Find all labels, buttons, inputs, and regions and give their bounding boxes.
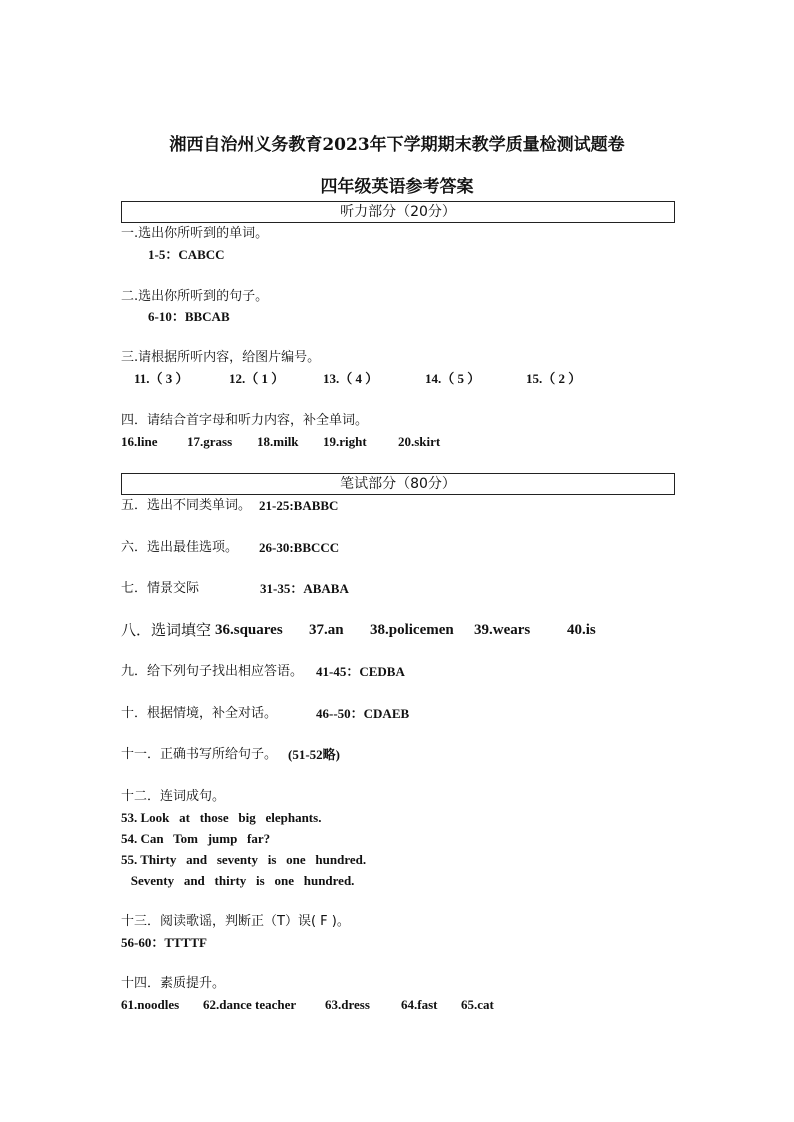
listening-section-header: 听力部分（20分） <box>121 201 675 223</box>
q1-heading: 一.选出你所听到的单词。 <box>121 226 269 241</box>
q11-answer: (51-52略) <box>288 747 340 762</box>
document-subtitle: 四年级英语参考答案 <box>320 177 474 197</box>
q3-item: 12.（ 1 ） <box>229 371 285 386</box>
q4-heading: 四．请结合首字母和听力内容，补全单词。 <box>121 413 369 428</box>
q14-item: 65.cat <box>461 997 494 1012</box>
q5-heading: 五．选出不同类单词。 <box>121 498 252 513</box>
q5-answer: 21-25:BABBC <box>259 498 339 513</box>
q14-item: 61.noodles <box>121 997 180 1012</box>
q8-item: 36.squares <box>215 622 283 638</box>
q11-heading: 十一．正确书写所给句子。 <box>121 747 278 762</box>
q8-item: 37.an <box>309 622 344 638</box>
q8-item: 38.policemen <box>370 622 454 638</box>
q4-item: 18.milk <box>257 434 299 449</box>
q4-item: 19.right <box>323 434 367 449</box>
q12-line: 55. Thirty and seventy is one hundred. <box>121 852 367 867</box>
q2-heading: 二.选出你所听到的句子。 <box>121 289 269 304</box>
q10-answer: 46--50：CDAEB <box>316 706 410 721</box>
q8-item: 40.is <box>567 622 596 638</box>
q3-item: 11.（ 3 ） <box>134 371 189 386</box>
q3-item: 15.（ 2 ） <box>526 371 582 386</box>
q2-answer: 6-10：BBCAB <box>148 309 230 324</box>
q9-heading: 九．给下列句子找出相应答语。 <box>121 664 304 679</box>
q6-heading: 六．选出最佳选项。 <box>121 540 239 555</box>
q9-answer: 41-45：CEDBA <box>316 664 405 679</box>
q4-item: 16.line <box>121 434 158 449</box>
q3-heading: 三.请根据所听内容，给图片编号。 <box>121 350 321 365</box>
q3-item: 14.（ 5 ） <box>425 371 481 386</box>
q8-heading: 八．选词填空 <box>121 621 212 639</box>
q14-item: 64.fast <box>401 997 438 1012</box>
q14-heading: 十四．素质提升。 <box>121 976 226 991</box>
q4-item: 17.grass <box>187 434 233 449</box>
q3-item: 13.（ 4 ） <box>323 371 379 386</box>
q14-item: 62.dance teacher <box>203 997 297 1012</box>
q1-answer: 1-5：CABCC <box>148 247 225 262</box>
q7-answer: 31-35：ABABA <box>260 581 349 596</box>
q12-line: Seventy and thirty is one hundred. <box>121 873 355 888</box>
document-title: 湘西自治州义务教育2023年下学期期末教学质量检测试题卷 <box>169 135 625 155</box>
q12-heading: 十二．连词成句。 <box>121 789 226 804</box>
q10-heading: 十．根据情境，补全对话。 <box>121 706 278 721</box>
q13-answer: 56-60：TTTTF <box>121 935 207 950</box>
writing-section-header: 笔试部分（80分） <box>121 473 675 495</box>
q8-item: 39.wears <box>474 622 531 638</box>
q4-item: 20.skirt <box>398 434 441 449</box>
q14-item: 63.dress <box>325 997 370 1012</box>
q12-line: 53. Look at those big elephants. <box>121 810 322 825</box>
q7-heading: 七．情景交际 <box>121 581 200 596</box>
q13-heading: 十三．阅读歌谣，判断正（T）误( F )。 <box>121 914 350 929</box>
q6-answer: 26-30:BBCCC <box>259 540 340 555</box>
q12-line: 54. Can Tom jump far? <box>121 831 271 846</box>
